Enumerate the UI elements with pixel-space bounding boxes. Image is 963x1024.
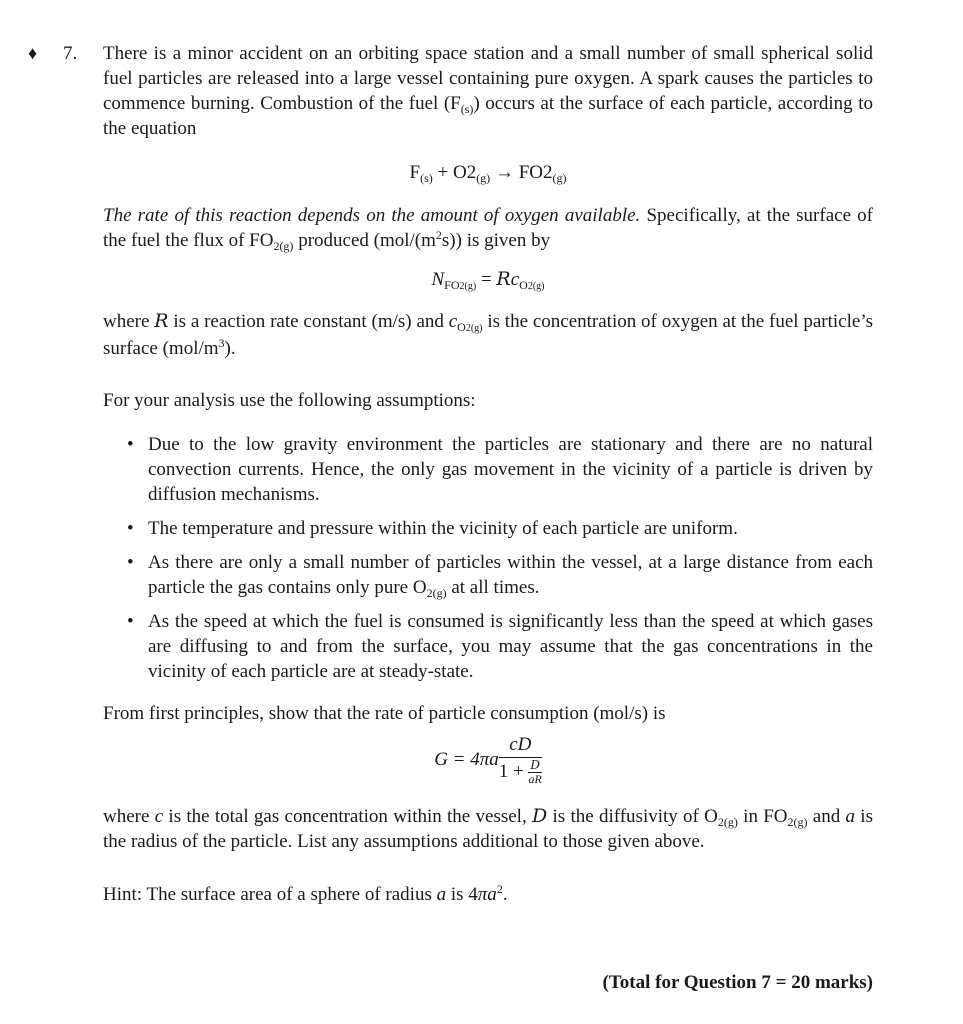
final-sub2: 2(g) <box>787 815 808 829</box>
G-fraction <box>499 734 542 786</box>
bullet-icon: • <box>127 552 134 573</box>
G-denominator <box>499 758 542 786</box>
bullet-icon: • <box>127 611 134 632</box>
hint-text1: Hint: The surface area of a sphere of radius <box>103 884 437 905</box>
where-text1: where <box>103 311 155 332</box>
total-marks: (Total for Question 7 = 20 marks) <box>602 972 873 993</box>
eq-plus: + O <box>432 162 467 183</box>
eq-arrow: → FO <box>490 162 543 183</box>
intro-paragraph <box>103 41 873 141</box>
question-body <box>103 41 873 907</box>
final-sub1: 2(g) <box>717 815 738 829</box>
intro-text: There is a minor accident on an orbiting space station and a small number of small spherical solid fuel particles are released into a large vessel containing pure oxygen. A spark causes the particles to commence burning. Combustion of the fuel (F <box>103 43 873 114</box>
final-text1: where <box>103 806 155 827</box>
assumption-text: The temperature and pressure within the vicinity of each particle are uniform. <box>148 518 738 539</box>
flux-N-sub: FO <box>444 278 460 292</box>
hint-text <box>103 882 873 907</box>
where-c-sub2: 2(g) <box>465 323 483 334</box>
G-den-prefix: 1 + <box>498 760 529 782</box>
final-text2: is the total gas concentration within the vessel, <box>163 806 532 827</box>
flux-N-sub2: 2(g) <box>459 281 477 292</box>
assumption-item <box>103 516 873 541</box>
flux-R: R <box>496 268 511 290</box>
flux-N: N <box>431 269 445 290</box>
eq-F: F <box>409 162 421 183</box>
flux-c-sub2: 2(g) <box>527 281 545 292</box>
final-text3: is the diffusivity of O <box>547 806 718 827</box>
G-lhs: G = 4πa <box>434 749 499 770</box>
eq-FO2-num: 2 <box>542 162 553 183</box>
eq-O2-num: 2 <box>466 162 477 183</box>
hint-text2: is 4 <box>446 884 478 905</box>
flux-c: c <box>510 269 520 290</box>
hint-end: . <box>502 884 508 905</box>
assumption-text: Due to the low gravity environment the particles are stationary and there are no natural convection currents. Hence, the only gas movement in the vicinity of a particle is driven by diffusion mechanisms. <box>148 434 873 505</box>
eq-FO2-sub: (g) <box>552 171 567 185</box>
assumption-text: As the speed at which the fuel is consumed is significantly less than the speed at which gases are diffusing to and from the surface, you may assume that the gas concentrations in the vicinity of each particle are at steady-state. <box>148 611 873 682</box>
rate-sup: 2 <box>435 228 442 242</box>
where-text4: ). <box>224 338 236 359</box>
where-paragraph <box>103 308 873 362</box>
diamond-marker-icon: ♦ <box>28 43 38 63</box>
flux-equation <box>103 267 873 292</box>
rate-paragraph <box>103 203 873 253</box>
bullet-icon: • <box>127 518 134 539</box>
assumptions-heading: For your analysis use the following assumptions: <box>103 390 476 411</box>
assumption-item <box>103 609 873 684</box>
where-text2: is a reaction rate constant (m/s) and <box>168 311 449 332</box>
intro-sub: (s) <box>460 102 474 116</box>
eq-F-sub: (s) <box>420 171 433 185</box>
flux-c-sub: O <box>519 278 528 292</box>
assumption-sub: 2(g) <box>426 586 447 600</box>
assumptions-list <box>103 432 873 684</box>
final-a: a <box>845 806 856 827</box>
final-c: c <box>154 806 164 827</box>
hint-a: a <box>436 884 447 905</box>
intro-end: ) occurs at the surface of each particle, according to the equation <box>103 93 873 139</box>
G-equation <box>103 734 873 786</box>
where-R: R <box>154 310 169 332</box>
rate-text3: s)) is given by <box>441 230 551 251</box>
where-sup: 3 <box>218 336 225 350</box>
where-c-sub: O <box>457 320 466 334</box>
assumption-end: at all times. <box>446 577 540 598</box>
hint-pia: πa <box>477 884 497 905</box>
rate-italic: The rate of this reaction depends on the amount of oxygen available. <box>103 205 641 226</box>
reaction-equation <box>103 160 873 185</box>
final-D: D <box>532 805 548 827</box>
eq-O2-sub: (g) <box>476 171 491 185</box>
first-principles-text: From first principles, show that the rate of particle consumption (mol/s) is <box>103 703 666 724</box>
hint-sup: 2 <box>496 882 503 896</box>
where-text3: is the concentration of oxygen at the fuel particle’s surface (mol/m <box>103 311 873 359</box>
final-text6: is the radius of the particle. List any assumptions additional to those given above. <box>103 806 873 852</box>
rate-text: Specifically, at the surface of the fuel the flux of FO <box>103 205 874 251</box>
G-small-fraction <box>528 759 541 786</box>
G-numerator: cD <box>499 734 542 758</box>
rate-sub: 2(g) <box>273 239 294 253</box>
G-small-num: D <box>530 758 540 772</box>
final-paragraph <box>103 804 873 854</box>
where-c: c <box>448 311 458 332</box>
assumption-text: As there are only a small number of particles within the vessel, at a large distance from each particle the gas contains only pure O <box>148 552 873 598</box>
G-small-den: aR <box>528 772 542 786</box>
final-text5: and <box>807 806 846 827</box>
rate-text2: produced (mol/(m <box>293 230 436 251</box>
question-number: 7. <box>63 43 78 64</box>
assumption-item <box>103 550 873 600</box>
assumption-item <box>103 432 873 507</box>
bullet-icon: • <box>127 434 134 455</box>
flux-eq: = <box>476 269 497 290</box>
final-text4: in FO <box>737 806 788 827</box>
